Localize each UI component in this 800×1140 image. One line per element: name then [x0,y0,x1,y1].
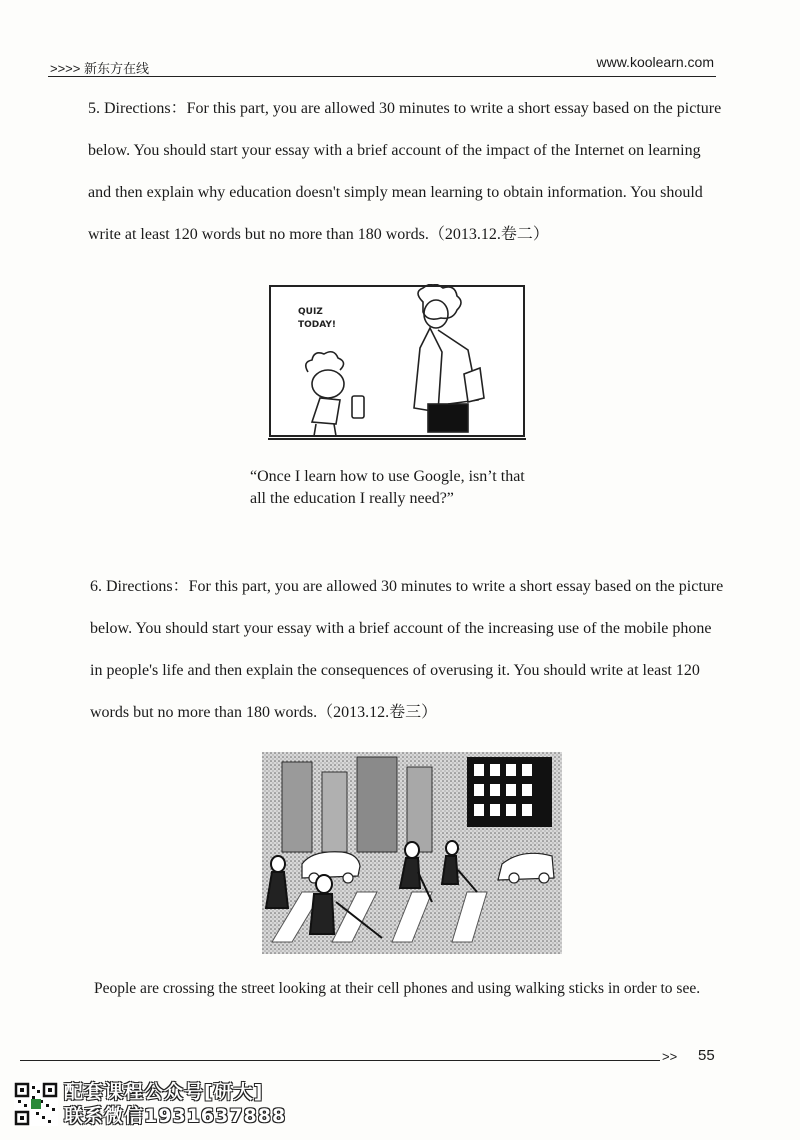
footer-divider [20,1060,660,1061]
street-crossing-illustration [262,752,562,954]
promo-line-1: 配套课程公众号[研大] [64,1081,264,1103]
street-illustration-caption: People are crossing the street looking at their cell phones and using walking sticks in order to see. [94,980,701,997]
caption-line-1: “Once I learn how to use Google, isn’t that [250,468,525,485]
caption-line-2: all the education I really need?” [250,490,454,507]
question-6-directions: 6. Directions：For this part, you are allowed 30 minutes to write a short essay based on the picture below. You should start your essay with a brief account of the increasing use of the mobile phone in people's life and then explain the consequences of overusing it. You should write at least 120 words but no more than 180 words.（2013.12.卷三） [90,578,724,721]
qr-code-icon [14,1082,58,1126]
header-site-name: >>>> 新东方在线 [50,61,149,76]
promo-banner [64,1080,286,1128]
question-5-directions: 5. Directions：For this part, you are allowed 30 minutes to write a short essay based on the picture below. You should start your essay with a brief account of the impact of the Internet on learning and then explain why education doesn't simply mean learning to obtain information. You should write at least 120 words but no more than 180 words.（2013.12.卷二） [88,100,722,243]
promo-line-2: 联系微信1931637888 [64,1105,287,1127]
board-text-line1: QUIZ [298,307,323,317]
cartoon-caption [250,466,580,510]
google-cartoon-illustration [268,284,526,444]
header-url: www.koolearn.com [596,54,714,70]
page-number: 55 [698,1047,715,1064]
board-text-line2: TODAY! [298,320,336,330]
header-divider [48,76,716,77]
footer-arrow: >> [662,1049,678,1064]
